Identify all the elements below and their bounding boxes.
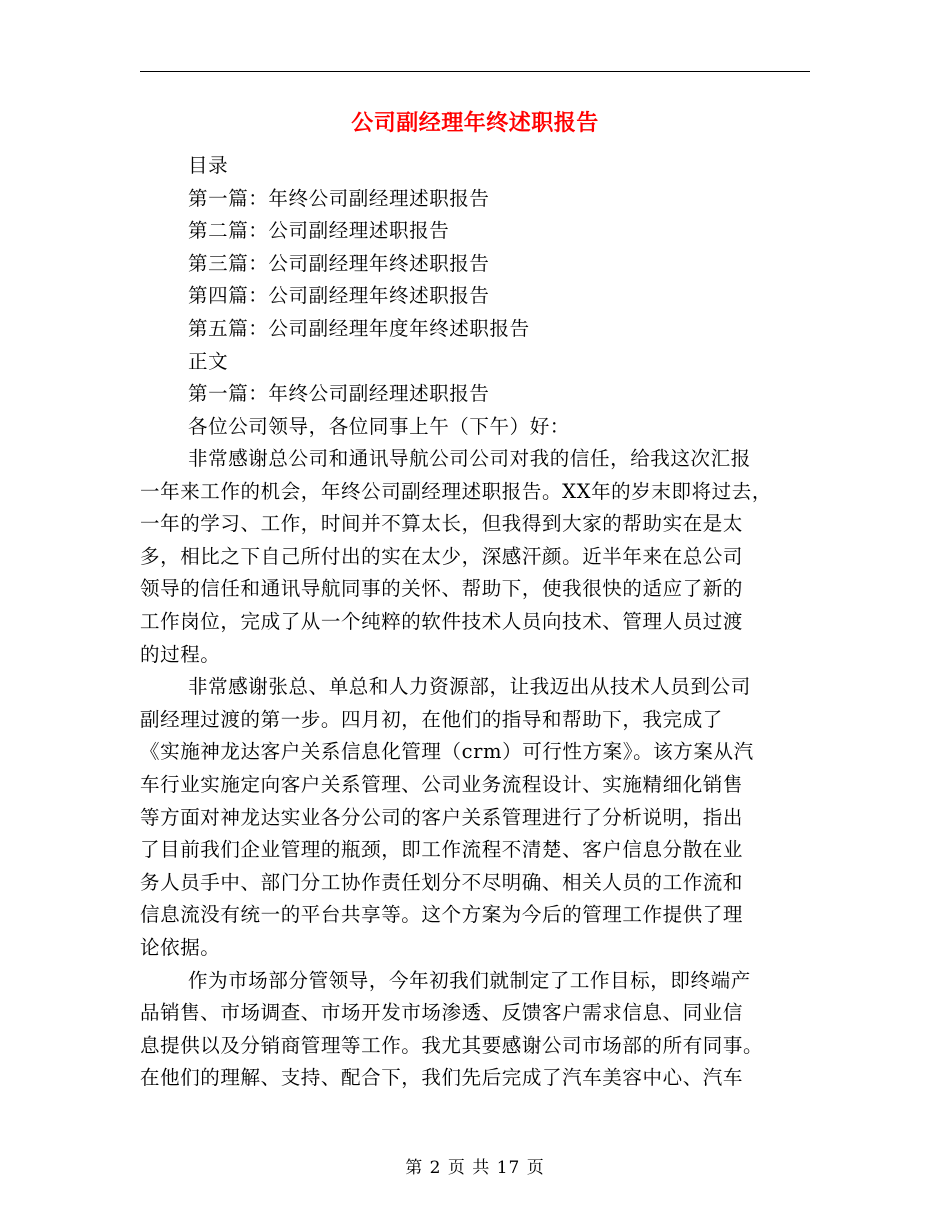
toc-item: 第三篇：公司副经理年终述职报告 <box>188 251 490 275</box>
toc-item: 第一篇：年终公司副经理述职报告 <box>188 186 490 210</box>
toc-heading: 目录 <box>188 154 229 177</box>
paragraph-line: 等方面对神龙达实业各分公司的客户关系管理进行了分析说明，指出 <box>140 805 744 829</box>
document-body <box>140 443 812 1095</box>
section-title: 第一篇：年终公司副经理述职报告 <box>188 382 490 406</box>
paragraph <box>140 965 812 1095</box>
body-heading: 正文 <box>188 349 229 373</box>
paragraph-line: 作为市场部分管领导，今年初我们就制定了工作目标，即终端产 <box>188 968 751 992</box>
paragraph <box>140 671 812 964</box>
paragraph <box>140 443 812 671</box>
toc-item: 第五篇：公司副经理年度年终述职报告 <box>188 316 530 340</box>
paragraph-line: 《实施神龙达客户关系信息化管理（crm）可行性方案》。该方案从汽 <box>140 740 754 764</box>
paragraph-line: 领导的信任和通讯导航同事的关怀、帮助下，使我很快的适应了新的 <box>140 577 744 601</box>
table-of-contents <box>188 150 808 443</box>
paragraph-line: 副经理过渡的第一步。四月初，在他们的指导和帮助下，我完成了 <box>140 707 723 731</box>
paragraph-line: 一年来工作的机会，年终公司副经理述职报告。XX年的岁末即将过去， <box>140 479 772 503</box>
page-footer: 第 2 页 共 17 页 <box>405 1158 545 1178</box>
toc-item: 第四篇：公司副经理年终述职报告 <box>188 284 490 308</box>
document-title: 公司副经理年终述职报告 <box>351 110 599 136</box>
paragraph-line: 的过程。 <box>140 642 221 666</box>
paragraph-line: 品销售、市场调查、市场开发市场渗透、反馈客户需求信息、同业信 <box>140 1001 744 1025</box>
paragraph-line: 务人员手中、部门分工协作责任划分不尽明确、相关人员的工作流和 <box>140 870 744 894</box>
header-rule <box>140 71 810 72</box>
paragraph-line: 了目前我们企业管理的瓶颈，即工作流程不清楚、客户信息分散在业 <box>140 838 744 862</box>
paragraph-line: 一年的学习、工作，时间并不算太长，但我得到大家的帮助实在是太 <box>140 512 744 536</box>
paragraph-line: 论依据。 <box>140 935 221 959</box>
toc-item: 第二篇：公司副经理述职报告 <box>188 219 450 243</box>
paragraph-line: 信息流没有统一的平台共享等。这个方案为今后的管理工作提供了理 <box>140 903 744 927</box>
paragraph-line: 车行业实施定向客户关系管理、公司业务流程设计、实施精细化销售 <box>140 772 744 796</box>
paragraph-line: 工作岗位，完成了从一个纯粹的软件技术人员向技术、管理人员过渡 <box>140 609 744 633</box>
paragraph-line: 非常感谢总公司和通讯导航公司公司对我的信任，给我这次汇报 <box>188 447 751 470</box>
paragraph-line: 多，相比之下自己所付出的实在太少，深感汗颜。近半年来在总公司 <box>140 544 744 568</box>
paragraph-line: 息提供以及分销商管理等工作。我尤其要感谢公司市场部的所有同事。 <box>140 1033 764 1057</box>
greeting: 各位公司领导，各位同事上午（下午）好： <box>188 414 570 438</box>
paragraph-line: 非常感谢张总、单总和人力资源部，让我迈出从技术人员到公司 <box>188 675 751 699</box>
paragraph-line: 在他们的理解、支持、配合下，我们先后完成了汽车美容中心、汽车 <box>140 1066 744 1090</box>
